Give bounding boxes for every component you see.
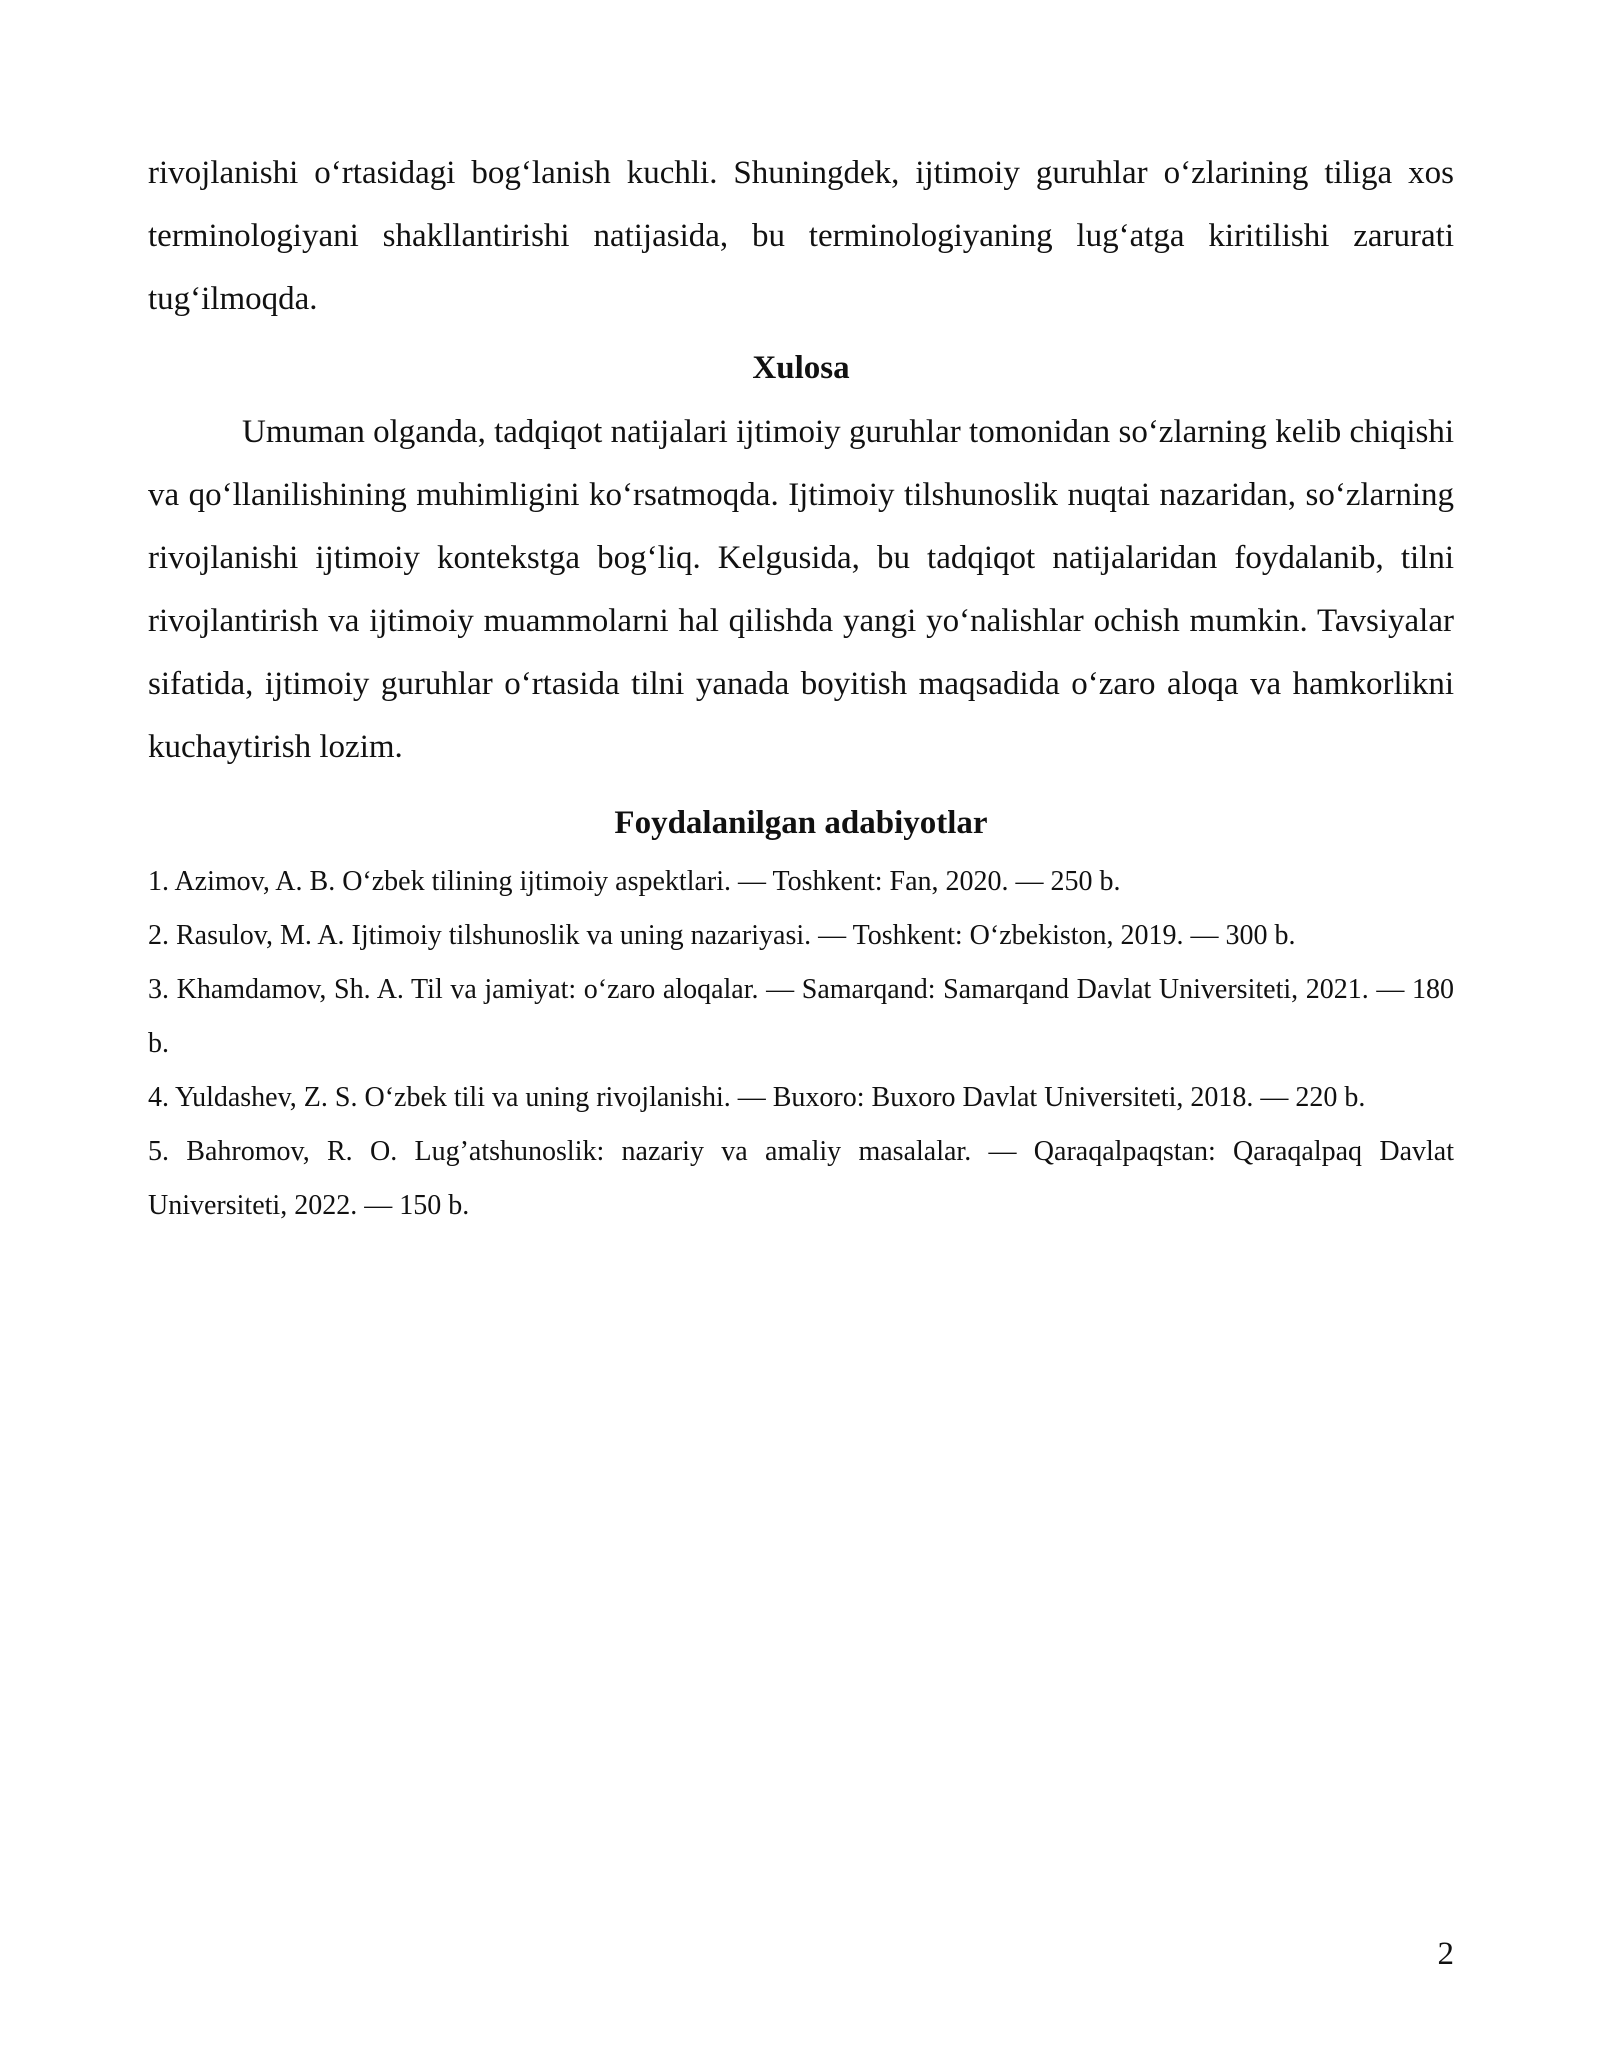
reference-item: 4. Yuldashev, Z. S. O‘zbek tili va uning rivojlanishi. — Buxoro: Buxoro Davlat Universiteti, 2018. — 220 b.	[148, 1082, 1366, 1113]
conclusion-paragraph: Umuman olganda, tadqiqot natijalari ijtimoiy guruhlar tomonidan so‘zlarning kelib chiqishi va qo‘llanilishining muhimligini ko‘rsatmoqda. Ijtimoiy tilshunoslik nuqtai nazaridan, so‘zlarning rivojlanishi ijtimoiy kontekstga bog‘liq. Kelgusida, bu tadqiqot natijalaridan foydalanib, tilni rivojlantirish va ijtimoiy muammolarni hal qilishda yangi yo‘nalishlar ochish mumkin. Tavsiyalar sifatida, ijtimoiy guruhlar o‘rtasida tilni yanada boyitish maqsadida o‘zaro aloqa va hamkorlikni kuchaytirish lozim.	[148, 414, 1454, 765]
reference-item: 5. Bahromov, R. O. Lug’atshunoslik: nazariy va amaliy masalalar. — Qaraqalpaqstan: Qaraqalpaq Davlat Universiteti, 2022. — 150 b.	[148, 1136, 1454, 1221]
intro-paragraph: rivojlanishi o‘rtasidagi bog‘lanish kuchli. Shuningdek, ijtimoiy guruhlar o‘zlarining tiliga xos terminologiyani shakllantirishi natijasida, bu terminologiyaning lug‘atga kiritilishi zarurati tug‘ilmoqda.	[148, 155, 1454, 317]
page-number: 2	[1437, 1936, 1454, 1972]
conclusion-heading: Xulosa	[752, 350, 850, 386]
references-heading: Foydalanilgan adabiyotlar	[614, 805, 988, 841]
reference-item: 1. Azimov, A. B. O‘zbek tilining ijtimoiy aspektlari. — Toshkent: Fan, 2020. — 250 b.	[148, 866, 1121, 897]
page-content	[148, 142, 1454, 1233]
reference-item: 3. Khamdamov, Sh. A. Til va jamiyat: o‘zaro aloqalar. — Samarqand: Samarqand Davlat Universiteti, 2021. — 180 b.	[148, 974, 1454, 1059]
reference-item: 2. Rasulov, M. A. Ijtimoiy tilshunoslik va uning nazariyasi. — Toshkent: O‘zbekiston, 2019. — 300 b.	[148, 920, 1296, 951]
references-list	[148, 855, 1454, 1233]
